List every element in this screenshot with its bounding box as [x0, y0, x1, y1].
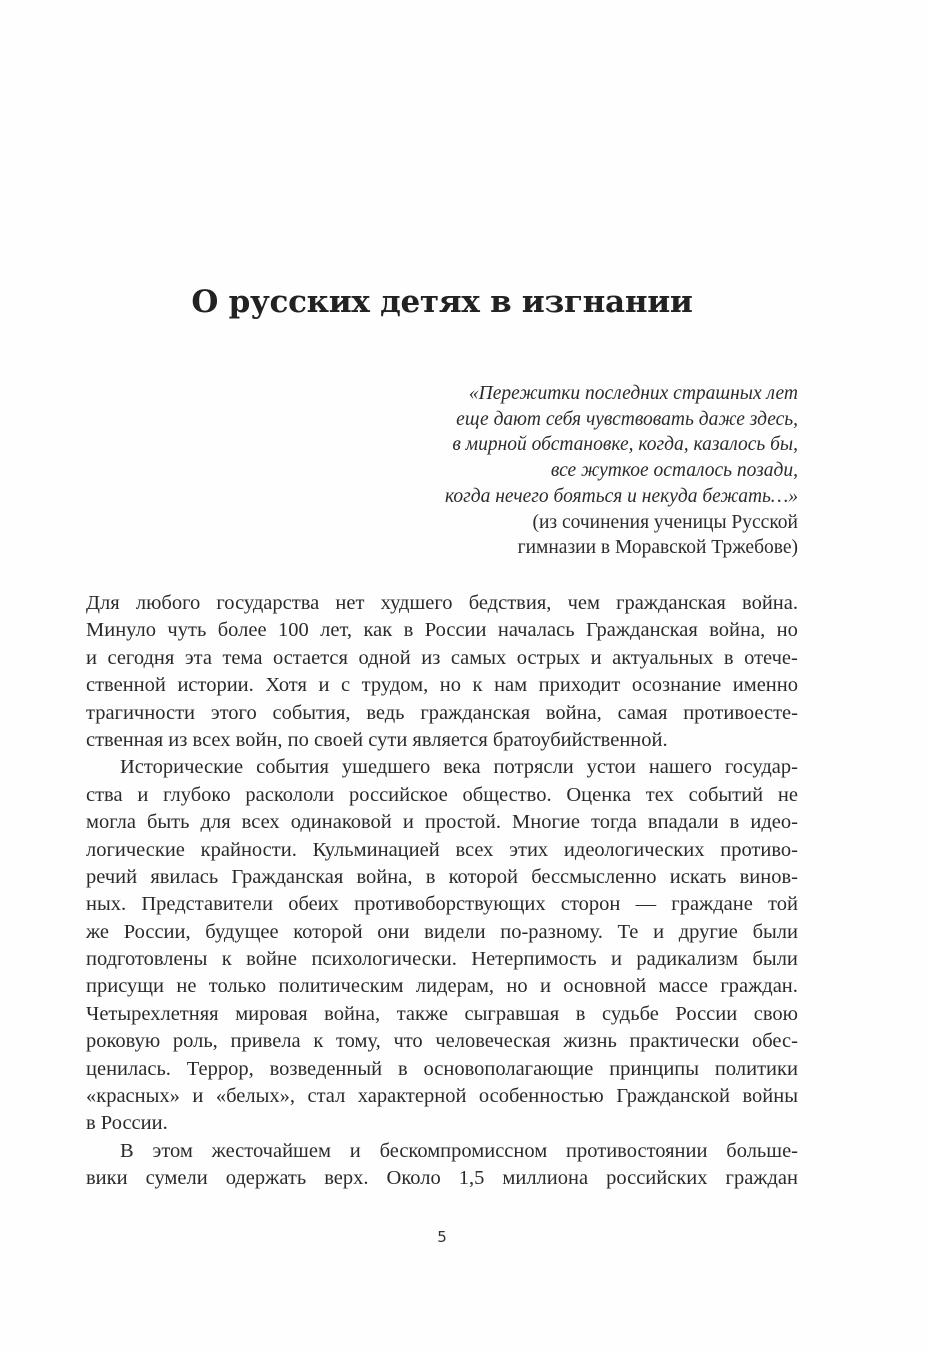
word: ценилась. — [86, 1057, 171, 1080]
text-line — [86, 891, 798, 918]
word: и — [539, 975, 551, 998]
word: более — [217, 619, 267, 642]
page-number: 5 — [437, 1228, 447, 1246]
word: впадали — [647, 811, 719, 834]
word: ных. — [86, 893, 127, 916]
word: государ- — [724, 756, 798, 779]
word: Представители — [141, 893, 273, 916]
epigraph-quote-line: «Пережитки последних страшных лет — [468, 383, 798, 404]
word: противоесте- — [683, 701, 798, 724]
word: эта — [184, 646, 212, 669]
word: государства — [216, 592, 320, 614]
word: обес- — [752, 1030, 798, 1053]
word: привела — [230, 1030, 301, 1053]
word: простой. — [424, 811, 501, 834]
word: нам — [494, 674, 528, 697]
word: жесточайшем — [211, 1139, 331, 1162]
word: и — [86, 646, 97, 669]
word: Многие — [512, 811, 580, 834]
word: идео- — [750, 811, 798, 834]
word: и — [611, 948, 622, 971]
word: в — [729, 811, 740, 834]
word: и — [590, 646, 602, 669]
word: в — [723, 646, 734, 669]
word: сегодня — [107, 646, 175, 669]
word: Для — [86, 592, 120, 614]
word: граждане — [671, 893, 753, 916]
text-line — [86, 919, 798, 946]
word: и — [318, 674, 330, 697]
word: самая — [617, 701, 668, 724]
word: и — [192, 1085, 204, 1108]
chapter-title: О русских детях в изгнании — [191, 284, 693, 320]
word: в — [425, 865, 436, 888]
word: события — [256, 756, 329, 779]
word: и — [653, 920, 665, 943]
text-line — [86, 617, 798, 644]
paragraph — [86, 590, 798, 754]
word: Минуло — [86, 619, 156, 642]
word: Гражданская — [585, 619, 698, 642]
word: но — [506, 975, 528, 998]
epigraph — [358, 381, 798, 561]
text-line — [86, 782, 798, 809]
word: стал — [307, 1085, 346, 1108]
paragraph — [86, 1138, 798, 1193]
word: Гражданская — [231, 865, 344, 888]
word: и — [402, 811, 414, 834]
text-line — [86, 1165, 798, 1192]
word: потрясли — [493, 756, 574, 779]
word: война, — [356, 865, 413, 888]
word: война, — [324, 1002, 381, 1025]
word: по-разному. — [500, 920, 603, 943]
word: в — [575, 1002, 586, 1025]
word: истории. — [177, 674, 254, 697]
word: жизнь — [563, 1030, 617, 1053]
word: Те — [617, 920, 639, 943]
word: человеческая — [435, 1030, 551, 1053]
word: Около — [386, 1167, 441, 1190]
word: раскололи — [245, 783, 335, 806]
word: политики — [714, 1057, 798, 1080]
word: Террор, — [186, 1057, 254, 1080]
text-line — [86, 645, 798, 672]
word: гражданская — [420, 701, 531, 724]
word: для — [200, 811, 231, 834]
word: осознание — [631, 674, 722, 697]
word: отече- — [744, 646, 798, 669]
word: они — [377, 920, 410, 943]
word: лидерам, — [415, 975, 495, 998]
body-text — [86, 590, 798, 1193]
word: которой — [293, 920, 363, 943]
word: началась — [497, 619, 575, 642]
paragraph — [86, 754, 798, 1137]
word: чуть — [167, 619, 207, 642]
epigraph-quote-line: в мирной обстановке, когда, казалось бы, — [452, 434, 798, 456]
word: ушедшего — [341, 756, 431, 779]
word: одержать — [225, 1167, 307, 1190]
word: логические — [86, 838, 185, 861]
word: судьбе — [602, 1002, 659, 1025]
word: же — [86, 920, 109, 943]
word: тех — [645, 783, 674, 806]
word: война. — [742, 592, 798, 614]
word: психологически. — [311, 948, 457, 971]
word: и — [349, 1139, 361, 1162]
text-line — [86, 700, 798, 727]
word: войне — [246, 948, 298, 971]
text-line — [86, 864, 798, 891]
word: основной — [563, 975, 647, 998]
word: приходит — [538, 674, 621, 697]
word: были — [752, 948, 798, 971]
word: одинаковой — [290, 811, 392, 834]
text-line — [86, 837, 798, 864]
word: лет, — [320, 619, 353, 642]
text-line — [86, 754, 798, 781]
word: вики — [86, 1167, 128, 1190]
word: этого — [210, 701, 257, 724]
word: общество. — [462, 783, 552, 806]
word: сумели — [145, 1167, 208, 1190]
word: которой — [448, 865, 518, 888]
word: событий — [688, 783, 764, 806]
word: сыгравшая — [464, 1002, 560, 1025]
word: остается — [272, 646, 348, 669]
word: нашего — [648, 756, 712, 779]
text-line — [86, 809, 798, 836]
word: радикализм — [636, 948, 739, 971]
word: свою — [753, 1002, 798, 1025]
word: крайности. — [200, 838, 297, 861]
text-line — [86, 973, 798, 1000]
word: винов- — [739, 865, 798, 888]
word: могла — [86, 811, 136, 834]
word: бескомпромиссном — [379, 1139, 548, 1162]
word: 1,5 — [458, 1167, 485, 1190]
word: возведенный — [269, 1057, 383, 1080]
word: нет — [335, 592, 365, 614]
word: явилась — [150, 865, 219, 888]
word: события, — [272, 701, 351, 724]
word: ственной — [86, 674, 166, 697]
epigraph-quote-line: еще дают себя чувствовать даже здесь, — [456, 408, 798, 430]
word: обеих — [288, 893, 339, 916]
word: война, — [709, 619, 766, 642]
word: политическим — [278, 975, 404, 998]
word: трагичности — [86, 701, 196, 724]
word: России, — [123, 920, 191, 943]
word: к — [472, 674, 483, 697]
word: России — [675, 1002, 738, 1025]
word: но — [776, 619, 798, 642]
word: бессмысленно — [531, 865, 657, 888]
word: В — [120, 1139, 134, 1162]
word: речий — [86, 865, 138, 888]
word: бедствия, — [468, 592, 552, 614]
word: именно — [732, 674, 798, 697]
word: Нетерпимость — [471, 948, 597, 971]
word: роковую — [86, 1030, 161, 1053]
word: к — [221, 948, 232, 971]
word: 100 — [277, 619, 309, 642]
word: видели — [424, 920, 486, 943]
word: идеологических — [563, 838, 705, 861]
word: острых — [516, 646, 581, 669]
word: «красных» — [86, 1085, 180, 1108]
text-line — [86, 672, 798, 699]
text-line: в России. — [86, 1112, 168, 1135]
word: присущи — [86, 975, 165, 998]
word: гражданская — [616, 592, 726, 614]
word: миллиона — [502, 1167, 589, 1190]
word: российское — [348, 783, 448, 806]
word: российских — [606, 1167, 708, 1190]
word: мировая — [235, 1002, 308, 1025]
word: одной — [358, 646, 411, 669]
text-line — [86, 1056, 798, 1083]
word: к — [313, 1030, 324, 1053]
word: всех — [241, 811, 280, 834]
word: верх. — [324, 1167, 369, 1190]
word: особенностью — [478, 1085, 604, 1108]
text-line — [86, 1001, 798, 1028]
text-line: ственная из всех войн, по своей сути является братоубийственной. — [86, 728, 668, 751]
word: этих — [509, 838, 549, 861]
word: и — [137, 783, 149, 806]
word: будущее — [205, 920, 279, 943]
word: тогда — [591, 811, 637, 834]
word: из — [421, 646, 441, 669]
word: Исторические — [120, 756, 244, 779]
word: «белых», — [215, 1085, 295, 1108]
word: больше- — [726, 1139, 798, 1162]
word: тому, — [335, 1030, 381, 1053]
word: граждан. — [720, 975, 798, 998]
word: Кульминацией — [312, 838, 440, 861]
word: были — [752, 920, 798, 943]
word: устои — [586, 756, 636, 779]
word: искать — [669, 865, 727, 888]
word: быть — [146, 811, 190, 834]
word: ведь — [366, 701, 405, 724]
word: актуальных — [612, 646, 714, 669]
word: также — [396, 1002, 448, 1025]
word: трудом, — [361, 674, 429, 697]
word: худшего — [380, 592, 453, 614]
word: России — [424, 619, 487, 642]
word: роль, — [172, 1030, 218, 1053]
epigraph-quote-line: когда нечего бояться и некуда бежать…» — [445, 485, 798, 507]
word: всех — [455, 838, 494, 861]
word: характерной — [357, 1085, 467, 1108]
word: противо- — [720, 838, 798, 861]
text-line — [86, 946, 798, 973]
word: но — [439, 674, 461, 697]
epigraph-source-line: гимназии в Моравской Тржебове) — [517, 537, 798, 559]
word: ства — [86, 783, 123, 806]
word: самых — [450, 646, 507, 669]
word: в — [397, 1057, 408, 1080]
word: Оценка — [566, 783, 631, 806]
word: — — [635, 893, 657, 916]
word: война, — [545, 701, 602, 724]
word: противостоянии — [566, 1139, 708, 1162]
text-line — [86, 1138, 798, 1165]
word: Гражданской — [616, 1085, 730, 1108]
word: массе — [658, 975, 709, 998]
word: не — [176, 975, 197, 998]
word: принципы — [609, 1057, 700, 1080]
word: как — [363, 619, 393, 642]
word: любого — [135, 592, 201, 614]
word: другие — [678, 920, 738, 943]
word: с — [341, 674, 351, 697]
word: тема — [222, 646, 263, 669]
word: только — [208, 975, 267, 998]
word: основополагающие — [423, 1057, 594, 1080]
epigraph-source-line: (из сочинения ученицы Русской — [532, 511, 798, 533]
word: глубоко — [163, 783, 231, 806]
word: что — [393, 1030, 423, 1053]
word: той — [768, 893, 798, 916]
word: подготовлены — [86, 948, 208, 971]
word: не — [777, 783, 798, 806]
word: Четырехлетняя — [86, 1002, 219, 1025]
word: чем — [567, 592, 600, 614]
epigraph-quote-line: все жуткое осталось позади, — [550, 460, 798, 482]
word: века — [443, 756, 481, 779]
word: граждан — [725, 1167, 798, 1190]
word: этом — [152, 1139, 193, 1162]
text-line — [86, 1028, 798, 1055]
word: войны — [742, 1085, 798, 1108]
text-line — [86, 1083, 798, 1110]
word: Хотя — [265, 674, 307, 697]
text-line — [86, 590, 798, 617]
word: сторон — [560, 893, 621, 916]
word: в — [403, 619, 414, 642]
word: противоборствующих — [354, 893, 546, 916]
word: практически — [629, 1030, 740, 1053]
